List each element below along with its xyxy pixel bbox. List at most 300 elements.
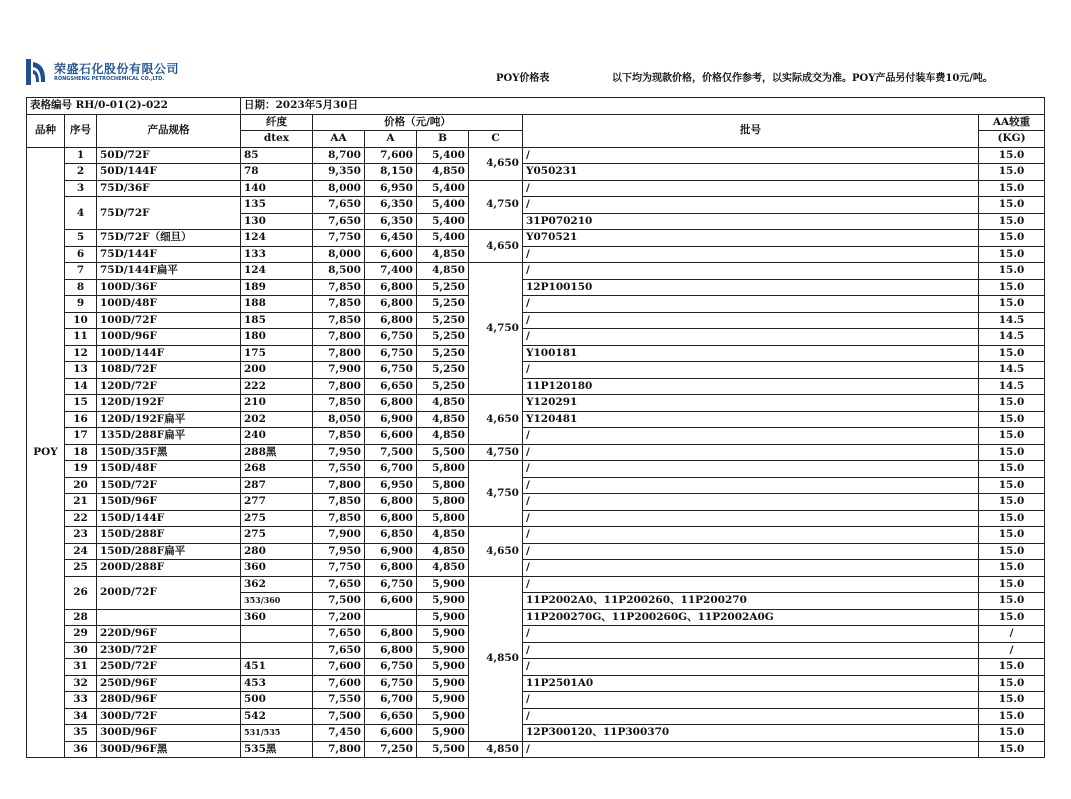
variety-cell: POY <box>27 147 65 758</box>
batch-cell: / <box>523 741 979 758</box>
price-a-cell: 6,750 <box>365 362 417 379</box>
price-a-cell: 6,900 <box>365 411 417 428</box>
price-a-cell: 7,400 <box>365 263 417 280</box>
batch-cell: / <box>523 626 979 643</box>
price-c-cell: 4,850 <box>469 741 523 758</box>
weight-cell: 14.5 <box>979 362 1045 379</box>
price-a-cell: 6,350 <box>365 197 417 214</box>
table-row <box>27 560 1045 577</box>
weight-cell: 15.0 <box>979 494 1045 511</box>
seq-cell: 28 <box>65 609 97 626</box>
price-a-cell: 6,800 <box>365 279 417 296</box>
price-b-cell: 5,400 <box>417 213 469 230</box>
weight-cell: 15.0 <box>979 527 1045 544</box>
table-row <box>27 741 1045 758</box>
table-row <box>27 576 1045 593</box>
price-b-cell: 5,900 <box>417 593 469 610</box>
table-row <box>27 659 1045 676</box>
seq-cell: 32 <box>65 675 97 692</box>
dtex-cell: 275 <box>241 527 313 544</box>
table-row <box>27 444 1045 461</box>
weight-cell: 14.5 <box>979 329 1045 346</box>
weight-cell: 15.0 <box>979 708 1045 725</box>
price-c-cell: 4,650 <box>469 395 523 445</box>
dtex-cell: 189 <box>241 279 313 296</box>
spec-cell: 120D/192F扁平 <box>97 411 241 428</box>
price-aa-cell: 7,750 <box>313 560 365 577</box>
price-a-cell: 6,800 <box>365 296 417 313</box>
batch-cell: 11P120180 <box>523 378 979 395</box>
price-a-cell: 6,750 <box>365 576 417 593</box>
price-aa-cell: 7,650 <box>313 576 365 593</box>
seq-cell: 23 <box>65 527 97 544</box>
price-a-cell: 6,650 <box>365 378 417 395</box>
spec-cell: 100D/72F <box>97 312 241 329</box>
price-aa-cell: 7,650 <box>313 642 365 659</box>
spec-cell: 300D/72F <box>97 708 241 725</box>
batch-cell: / <box>523 692 979 709</box>
price-a-cell: 7,250 <box>365 741 417 758</box>
weight-cell: / <box>979 626 1045 643</box>
weight-cell: 15.0 <box>979 164 1045 181</box>
seq-cell: 13 <box>65 362 97 379</box>
dtex-cell: 535黑 <box>241 741 313 758</box>
weight-cell: 15.0 <box>979 197 1045 214</box>
batch-cell: 12P100150 <box>523 279 979 296</box>
table-row <box>27 378 1045 395</box>
weight-cell: 15.0 <box>979 560 1045 577</box>
price-a-cell: 6,850 <box>365 527 417 544</box>
price-aa-cell: 7,800 <box>313 477 365 494</box>
spec-cell: 150D/48F <box>97 461 241 478</box>
dtex-cell: 188 <box>241 296 313 313</box>
spec-cell: 300D/96F <box>97 725 241 742</box>
seq-cell: 3 <box>65 180 97 197</box>
price-a-cell: 6,750 <box>365 675 417 692</box>
header-fineness-unit: dtex <box>241 131 313 148</box>
price-b-cell: 4,850 <box>417 543 469 560</box>
dtex-cell: 268 <box>241 461 313 478</box>
batch-cell: Y100181 <box>523 345 979 362</box>
price-c-cell: 4,750 <box>469 263 523 395</box>
batch-cell: / <box>523 560 979 577</box>
price-aa-cell: 7,850 <box>313 510 365 527</box>
price-b-cell: 5,500 <box>417 444 469 461</box>
price-b-cell: 5,250 <box>417 296 469 313</box>
dtex-cell: 175 <box>241 345 313 362</box>
header-row-1 <box>27 114 1045 131</box>
weight-cell: 15.0 <box>979 444 1045 461</box>
dtex-cell: 360 <box>241 609 313 626</box>
spec-cell: 150D/35F黑 <box>97 444 241 461</box>
price-b-cell: 5,250 <box>417 279 469 296</box>
dtex-cell <box>241 642 313 659</box>
weight-cell: 15.0 <box>979 263 1045 280</box>
batch-cell: / <box>523 180 979 197</box>
header-batch: 批号 <box>523 114 979 147</box>
price-aa-cell: 8,000 <box>313 246 365 263</box>
table-row <box>27 312 1045 329</box>
price-aa-cell: 8,500 <box>313 263 365 280</box>
weight-cell: 15.0 <box>979 428 1045 445</box>
weight-cell: 15.0 <box>979 741 1045 758</box>
price-b-cell: 4,850 <box>417 164 469 181</box>
batch-cell: / <box>523 659 979 676</box>
spec-cell: 50D/72F <box>97 147 241 164</box>
seq-cell: 10 <box>65 312 97 329</box>
header-spec: 产品规格 <box>97 114 241 147</box>
spec-cell: 75D/144F扁平 <box>97 263 241 280</box>
price-a-cell: 6,600 <box>365 725 417 742</box>
table-row <box>27 395 1045 412</box>
table-row <box>27 230 1045 247</box>
form-number: 表格编号 RH/0-01(2)-022 <box>27 98 241 115</box>
dtex-cell: 180 <box>241 329 313 346</box>
batch-cell: / <box>523 147 979 164</box>
price-aa-cell: 7,550 <box>313 461 365 478</box>
pricing-note: 以下均为现款价格，价格仅作参考，以实际成交为准。POY产品另付装车费10元/吨。 <box>612 73 993 84</box>
price-b-cell: 5,900 <box>417 609 469 626</box>
dtex-cell: 353/360 <box>241 593 313 610</box>
header-price-aa: AA <box>313 131 365 148</box>
price-c-cell: 4,650 <box>469 147 523 180</box>
price-aa-cell: 7,750 <box>313 230 365 247</box>
table-row <box>27 692 1045 709</box>
dtex-cell: 124 <box>241 263 313 280</box>
batch-cell: / <box>523 246 979 263</box>
weight-cell: 15.0 <box>979 213 1045 230</box>
spec-cell: 280D/96F <box>97 692 241 709</box>
weight-cell: 15.0 <box>979 461 1045 478</box>
table-row <box>27 164 1045 181</box>
table-row <box>27 510 1045 527</box>
price-aa-cell: 7,600 <box>313 675 365 692</box>
price-aa-cell: 7,650 <box>313 213 365 230</box>
price-a-cell: 6,750 <box>365 345 417 362</box>
spec-cell: 150D/72F <box>97 477 241 494</box>
price-b-cell: 5,900 <box>417 708 469 725</box>
spec-cell: 120D/192F <box>97 395 241 412</box>
price-aa-cell: 7,950 <box>313 543 365 560</box>
batch-cell: 11P2501A0 <box>523 675 979 692</box>
price-a-cell: 6,800 <box>365 642 417 659</box>
seq-cell: 19 <box>65 461 97 478</box>
weight-cell: / <box>979 642 1045 659</box>
dtex-cell: 280 <box>241 543 313 560</box>
batch-cell: 12P300120、11P300370 <box>523 725 979 742</box>
price-aa-cell: 7,600 <box>313 659 365 676</box>
price-b-cell: 4,850 <box>417 263 469 280</box>
batch-cell: 31P070210 <box>523 213 979 230</box>
seq-cell: 29 <box>65 626 97 643</box>
table-row <box>27 708 1045 725</box>
price-a-cell: 6,700 <box>365 461 417 478</box>
poy-price-table <box>26 97 1045 758</box>
price-aa-cell: 7,850 <box>313 428 365 445</box>
batch-cell: / <box>523 477 979 494</box>
company-logo <box>26 58 179 86</box>
header-price-a: A <box>365 131 417 148</box>
table-row <box>27 345 1045 362</box>
table-row <box>27 527 1045 544</box>
weight-cell: 15.0 <box>979 345 1045 362</box>
spec-cell: 150D/96F <box>97 494 241 511</box>
spec-cell: 120D/72F <box>97 378 241 395</box>
dtex-cell: 453 <box>241 675 313 692</box>
company-name-cn: 荣盛石化股份有限公司 <box>54 61 180 76</box>
seq-cell: 1 <box>65 147 97 164</box>
price-b-cell: 5,900 <box>417 576 469 593</box>
weight-cell: 15.0 <box>979 725 1045 742</box>
price-a-cell: 8,150 <box>365 164 417 181</box>
price-c-cell: 4,650 <box>469 527 523 577</box>
dtex-cell: 362 <box>241 576 313 593</box>
price-aa-cell: 7,900 <box>313 527 365 544</box>
dtex-cell: 135 <box>241 197 313 214</box>
weight-cell: 15.0 <box>979 395 1045 412</box>
weight-cell: 15.0 <box>979 180 1045 197</box>
seq-cell: 36 <box>65 741 97 758</box>
price-a-cell: 6,600 <box>365 246 417 263</box>
dtex-cell: 287 <box>241 477 313 494</box>
spec-cell: 135D/288F扁平 <box>97 428 241 445</box>
header-price-b: B <box>417 131 469 148</box>
dtex-cell: 78 <box>241 164 313 181</box>
weight-cell: 15.0 <box>979 675 1045 692</box>
spec-cell: 200D/72F <box>97 576 241 609</box>
table-row <box>27 362 1045 379</box>
seq-cell: 4 <box>65 197 97 230</box>
price-aa-cell: 7,800 <box>313 378 365 395</box>
price-a-cell: 6,800 <box>365 560 417 577</box>
seq-cell: 11 <box>65 329 97 346</box>
price-b-cell: 5,250 <box>417 312 469 329</box>
dtex-cell: 531/535 <box>241 725 313 742</box>
batch-cell: / <box>523 527 979 544</box>
dtex-cell: 360 <box>241 560 313 577</box>
batch-cell: / <box>523 510 979 527</box>
seq-cell: 31 <box>65 659 97 676</box>
price-a-cell: 6,700 <box>365 692 417 709</box>
batch-cell: Y120481 <box>523 411 979 428</box>
price-a-cell: 6,900 <box>365 543 417 560</box>
price-a-cell: 6,800 <box>365 510 417 527</box>
batch-cell: / <box>523 576 979 593</box>
batch-cell: Y120291 <box>523 395 979 412</box>
spec-cell: 100D/96F <box>97 329 241 346</box>
seq-cell: 33 <box>65 692 97 709</box>
seq-cell: 7 <box>65 263 97 280</box>
price-b-cell: 5,900 <box>417 692 469 709</box>
batch-cell: / <box>523 296 979 313</box>
dtex-cell: 133 <box>241 246 313 263</box>
price-b-cell: 5,900 <box>417 725 469 742</box>
dtex-cell: 85 <box>241 147 313 164</box>
header-weight: AA较重 <box>979 114 1045 131</box>
dtex-cell: 200 <box>241 362 313 379</box>
price-aa-cell: 7,500 <box>313 708 365 725</box>
weight-cell: 15.0 <box>979 477 1045 494</box>
price-a-cell: 6,350 <box>365 213 417 230</box>
seq-cell: 16 <box>65 411 97 428</box>
table-row <box>27 246 1045 263</box>
price-b-cell: 5,800 <box>417 510 469 527</box>
weight-cell: 15.0 <box>979 510 1045 527</box>
table-row <box>27 329 1045 346</box>
seq-cell: 9 <box>65 296 97 313</box>
price-b-cell: 5,400 <box>417 147 469 164</box>
weight-cell: 15.0 <box>979 230 1045 247</box>
table-row <box>27 543 1045 560</box>
price-b-cell: 4,850 <box>417 428 469 445</box>
price-a-cell: 6,750 <box>365 329 417 346</box>
price-aa-cell: 7,900 <box>313 362 365 379</box>
batch-cell: / <box>523 263 979 280</box>
spec-cell: 100D/48F <box>97 296 241 313</box>
price-a-cell: 7,500 <box>365 444 417 461</box>
header-price-c: C <box>469 131 523 148</box>
price-a-cell: 6,800 <box>365 312 417 329</box>
weight-cell: 15.0 <box>979 411 1045 428</box>
table-row <box>27 461 1045 478</box>
table-row <box>27 279 1045 296</box>
batch-cell: Y050231 <box>523 164 979 181</box>
spec-cell: 100D/36F <box>97 279 241 296</box>
seq-cell: 18 <box>65 444 97 461</box>
price-c-cell: 4,750 <box>469 180 523 230</box>
price-b-cell: 5,400 <box>417 230 469 247</box>
weight-cell: 14.5 <box>979 378 1045 395</box>
price-aa-cell: 7,950 <box>313 444 365 461</box>
price-b-cell: 4,850 <box>417 395 469 412</box>
price-c-cell: 4,650 <box>469 230 523 263</box>
price-aa-cell: 7,800 <box>313 329 365 346</box>
dtex-cell: 240 <box>241 428 313 445</box>
spec-cell: 150D/288F扁平 <box>97 543 241 560</box>
weight-cell: 15.0 <box>979 609 1045 626</box>
table-row <box>27 725 1045 742</box>
batch-cell: / <box>523 329 979 346</box>
batch-cell: / <box>523 197 979 214</box>
price-aa-cell: 7,650 <box>313 626 365 643</box>
table-row <box>27 411 1045 428</box>
price-aa-cell: 7,450 <box>313 725 365 742</box>
price-b-cell: 5,900 <box>417 675 469 692</box>
seq-cell: 20 <box>65 477 97 494</box>
document-date: 日期：2023年5月30日 <box>241 98 1045 115</box>
seq-cell: 35 <box>65 725 97 742</box>
batch-cell: / <box>523 428 979 445</box>
price-aa-cell: 7,850 <box>313 395 365 412</box>
dtex-cell: 185 <box>241 312 313 329</box>
price-aa-cell: 7,850 <box>313 312 365 329</box>
price-aa-cell: 7,800 <box>313 741 365 758</box>
price-b-cell: 5,800 <box>417 461 469 478</box>
weight-cell: 14.5 <box>979 312 1045 329</box>
spec-cell: 75D/72F（细旦） <box>97 230 241 247</box>
weight-cell: 15.0 <box>979 296 1045 313</box>
price-aa-cell: 8,000 <box>313 180 365 197</box>
dtex-cell: 500 <box>241 692 313 709</box>
dtex-cell: 124 <box>241 230 313 247</box>
weight-cell: 15.0 <box>979 692 1045 709</box>
price-b-cell: 5,900 <box>417 626 469 643</box>
seq-cell: 17 <box>65 428 97 445</box>
dtex-cell: 140 <box>241 180 313 197</box>
seq-cell: 26 <box>65 576 97 609</box>
price-a-cell: 6,950 <box>365 180 417 197</box>
spec-cell: 150D/288F <box>97 527 241 544</box>
table-row <box>27 197 1045 214</box>
table-row <box>27 296 1045 313</box>
price-aa-cell: 7,550 <box>313 692 365 709</box>
price-b-cell: 5,250 <box>417 378 469 395</box>
batch-cell: / <box>523 362 979 379</box>
table-row <box>27 609 1045 626</box>
seq-cell: 14 <box>65 378 97 395</box>
spec-cell: 250D/96F <box>97 675 241 692</box>
seq-cell: 8 <box>65 279 97 296</box>
price-b-cell: 5,900 <box>417 659 469 676</box>
spec-cell: 220D/96F <box>97 626 241 643</box>
spec-cell: 100D/144F <box>97 345 241 362</box>
price-b-cell: 5,250 <box>417 345 469 362</box>
batch-cell: / <box>523 461 979 478</box>
batch-cell: 11P2002A0、11P200260、11P200270 <box>523 593 979 610</box>
price-a-cell: 7,600 <box>365 147 417 164</box>
batch-cell: / <box>523 444 979 461</box>
header-seq: 序号 <box>65 114 97 147</box>
dtex-cell: 210 <box>241 395 313 412</box>
price-b-cell: 5,400 <box>417 180 469 197</box>
weight-cell: 15.0 <box>979 147 1045 164</box>
weight-cell: 15.0 <box>979 659 1045 676</box>
header-weight-unit: (KG) <box>979 131 1045 148</box>
spec-cell: 250D/72F <box>97 659 241 676</box>
spec-cell: 75D/144F <box>97 246 241 263</box>
price-b-cell: 4,850 <box>417 527 469 544</box>
meta-row <box>27 98 1045 115</box>
price-b-cell: 4,850 <box>417 560 469 577</box>
price-b-cell: 4,850 <box>417 411 469 428</box>
dtex-cell: 130 <box>241 213 313 230</box>
price-a-cell <box>365 609 417 626</box>
price-b-cell: 5,800 <box>417 494 469 511</box>
batch-cell: / <box>523 708 979 725</box>
spec-cell: 108D/72F <box>97 362 241 379</box>
batch-cell: Y070521 <box>523 230 979 247</box>
rongsheng-logo-icon <box>26 59 48 85</box>
price-b-cell: 5,250 <box>417 329 469 346</box>
weight-cell: 15.0 <box>979 576 1045 593</box>
spec-cell: 75D/36F <box>97 180 241 197</box>
spec-cell <box>97 609 241 626</box>
header-price: 价格（元/吨） <box>313 114 523 131</box>
header-fineness: 纤度 <box>241 114 313 131</box>
table-row <box>27 626 1045 643</box>
table-row <box>27 428 1045 445</box>
batch-cell: 11P200270G、11P200260G、11P2002A0G <box>523 609 979 626</box>
price-b-cell: 4,850 <box>417 246 469 263</box>
price-b-cell: 5,500 <box>417 741 469 758</box>
price-aa-cell: 7,850 <box>313 296 365 313</box>
seq-cell: 12 <box>65 345 97 362</box>
seq-cell: 21 <box>65 494 97 511</box>
dtex-cell: 202 <box>241 411 313 428</box>
price-aa-cell: 8,050 <box>313 411 365 428</box>
header-variety: 品种 <box>27 114 65 147</box>
company-name-en: RONGSHENG PETROCHEMICAL CO.,LTD. <box>54 75 165 82</box>
